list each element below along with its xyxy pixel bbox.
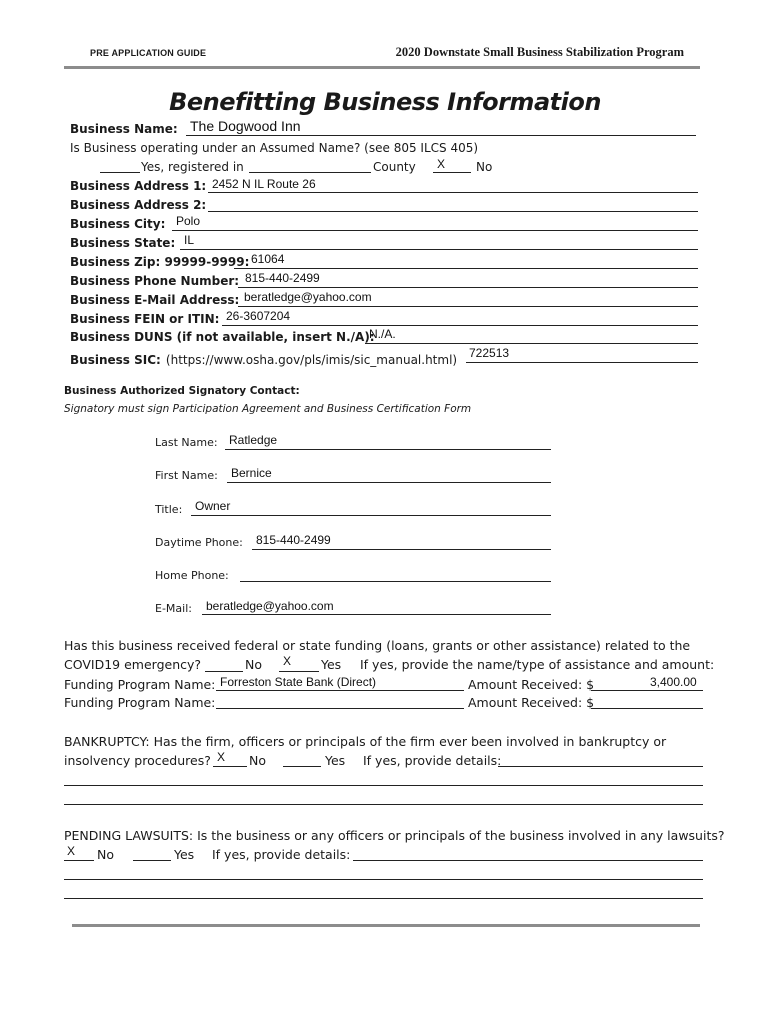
funding-program1-label: Funding Program Name: <box>64 677 216 692</box>
bankruptcy-line2: insolvency procedures? <box>64 753 211 768</box>
bankruptcy-no-mark: X <box>217 750 226 764</box>
county-label: County <box>373 160 416 174</box>
funding-no-blank[interactable] <box>205 671 243 672</box>
state-line <box>180 249 698 250</box>
bankruptcy-details-field[interactable] <box>498 766 703 767</box>
phone-field[interactable]: 815-440-2499 <box>245 271 320 285</box>
funding-program1-line <box>216 690 464 691</box>
funding-if-yes: If yes, provide the name/type of assistance and amount: <box>360 657 715 672</box>
amount2-label: Amount Received: $ <box>468 695 595 710</box>
business-name-field[interactable]: The Dogwood Inn <box>190 118 301 134</box>
state-label: Business State: <box>70 236 176 250</box>
funding-yes-blank[interactable] <box>279 671 319 672</box>
bankruptcy-yes-blank[interactable] <box>283 766 321 767</box>
lawsuits-no-blank[interactable] <box>64 860 94 861</box>
zip-line <box>234 268 698 269</box>
lawsuits-yes-blank[interactable] <box>133 860 171 861</box>
title-field[interactable]: Owner <box>195 499 231 513</box>
bankruptcy-no-label: No <box>249 753 266 768</box>
amount2-field[interactable] <box>591 708 703 709</box>
duns-field[interactable]: N./A. <box>369 327 396 341</box>
address2-label: Business Address 2: <box>70 198 207 212</box>
yes-registered-blank[interactable] <box>100 172 140 173</box>
sic-label: Business SIC: <box>70 353 161 367</box>
home-phone-field[interactable] <box>240 581 551 582</box>
last-name-line <box>225 449 551 450</box>
registered-county-blank[interactable] <box>249 172 371 173</box>
amount1-line <box>591 690 703 691</box>
lawsuits-details-field[interactable] <box>353 860 703 861</box>
signatory-email-field[interactable]: beratledge@yahoo.com <box>206 599 334 613</box>
header-right: 2020 Downstate Small Business Stabilization Program <box>395 45 684 59</box>
email-line <box>238 306 698 307</box>
lawsuits-yes-label: Yes <box>174 847 195 862</box>
signatory-email-label: E-Mail: <box>155 602 192 615</box>
last-name-label: Last Name: <box>155 436 218 449</box>
phone-label: Business Phone Number: <box>70 274 240 288</box>
last-name-field[interactable]: Ratledge <box>229 433 278 447</box>
first-name-line <box>227 482 551 483</box>
lawsuits-no-label: No <box>97 847 114 862</box>
sic-url[interactable]: (https://www.osha.gov/pls/imis/sic_manual.html) <box>165 353 458 367</box>
bankruptcy-yes-label: Yes <box>325 753 346 768</box>
address1-line <box>208 192 698 193</box>
page-title: Benefitting Business Information <box>169 88 601 116</box>
email-field[interactable]: beratledge@yahoo.com <box>244 290 372 304</box>
lawsuits-details-line2[interactable] <box>64 879 703 880</box>
footer-rule <box>72 924 700 927</box>
amount1-label: Amount Received: $ <box>468 677 595 692</box>
city-line <box>172 230 698 231</box>
amount1-field[interactable]: 3,400.00 <box>650 675 697 689</box>
bankruptcy-details-label: If yes, provide details: <box>363 753 502 768</box>
funding-yes-label: Yes <box>321 657 342 672</box>
daytime-phone-field[interactable]: 815-440-2499 <box>256 533 331 547</box>
lawsuits-details-label: If yes, provide details: <box>212 847 351 862</box>
assumed-name-question-text: Is Business operating under an Assumed Name? (see 805 ILCS 405) <box>70 141 479 155</box>
signatory-note: Signatory must sign Participation Agreement and Business Certification Form <box>64 403 472 415</box>
city-field[interactable]: Polo <box>176 214 201 228</box>
state-field[interactable]: IL <box>184 233 195 247</box>
sic-line <box>466 362 698 363</box>
daytime-phone-label: Daytime Phone: <box>155 536 243 549</box>
phone-line <box>238 287 698 288</box>
funding-question-line1: Has this business received federal or state funding (loans, grants or other assistance) related to the <box>64 638 691 653</box>
bankruptcy-no-blank[interactable] <box>213 766 247 767</box>
assumed-no-blank[interactable] <box>433 172 471 173</box>
email-label: Business E-Mail Address: <box>70 293 240 307</box>
bankruptcy-details-line3[interactable] <box>64 804 703 805</box>
funding-yes-mark: X <box>283 654 292 668</box>
fein-label: Business FEIN or ITIN: <box>70 312 220 326</box>
sic-row <box>70 349 457 368</box>
funding-program2-field[interactable] <box>216 708 464 709</box>
business-name-label: Business Name: <box>70 122 178 136</box>
address1-label: Business Address 1: <box>70 179 207 193</box>
first-name-label: First Name: <box>155 469 218 482</box>
bankruptcy-details-line2[interactable] <box>64 785 703 786</box>
fein-field[interactable]: 26-3607204 <box>226 309 291 323</box>
duns-line <box>365 343 698 344</box>
header-left: PRE APPLICATION GUIDE <box>90 48 207 58</box>
assumed-name-question <box>70 141 478 155</box>
title-label: Title: <box>155 503 183 516</box>
assumed-no-mark: X <box>437 157 446 171</box>
city-label: Business City: <box>70 217 166 231</box>
daytime-phone-line <box>252 549 551 550</box>
zip-field[interactable]: 61064 <box>251 252 285 266</box>
funding-question-line2: COVID19 emergency? <box>64 657 202 672</box>
home-phone-label: Home Phone: <box>155 569 229 582</box>
business-name-line <box>186 135 696 136</box>
lawsuits-line1: PENDING LAWSUITS: Is the business or any officers or principals of the business involved in any lawsuits? <box>64 828 725 843</box>
funding-no-label: No <box>245 657 262 672</box>
yes-registered-label: Yes, registered in <box>141 160 244 174</box>
lawsuits-no-mark: X <box>67 844 76 858</box>
assumed-no-label: No <box>476 160 493 174</box>
signatory-heading: Business Authorized Signatory Contact: <box>64 385 300 397</box>
title-line <box>191 515 551 516</box>
bankruptcy-line1: BANKRUPTCY: Has the firm, officers or principals of the firm ever been involved in bankruptcy or <box>64 734 667 749</box>
funding-program2-label: Funding Program Name: <box>64 695 216 710</box>
address1-field[interactable]: 2452 N IL Route 26 <box>212 177 316 191</box>
first-name-field[interactable]: Bernice <box>231 466 272 480</box>
fein-line <box>222 325 698 326</box>
address2-field[interactable] <box>208 211 698 212</box>
duns-label: Business DUNS (if not available, insert N./A): <box>70 330 375 344</box>
sic-field[interactable]: 722513 <box>469 346 510 360</box>
header-rule <box>64 66 700 69</box>
lawsuits-details-line3[interactable] <box>64 898 703 899</box>
signatory-email-line <box>202 614 551 615</box>
funding-program1-field[interactable]: Forreston State Bank (Direct) <box>220 675 377 689</box>
zip-label: Business Zip: 99999-9999: <box>70 255 250 269</box>
